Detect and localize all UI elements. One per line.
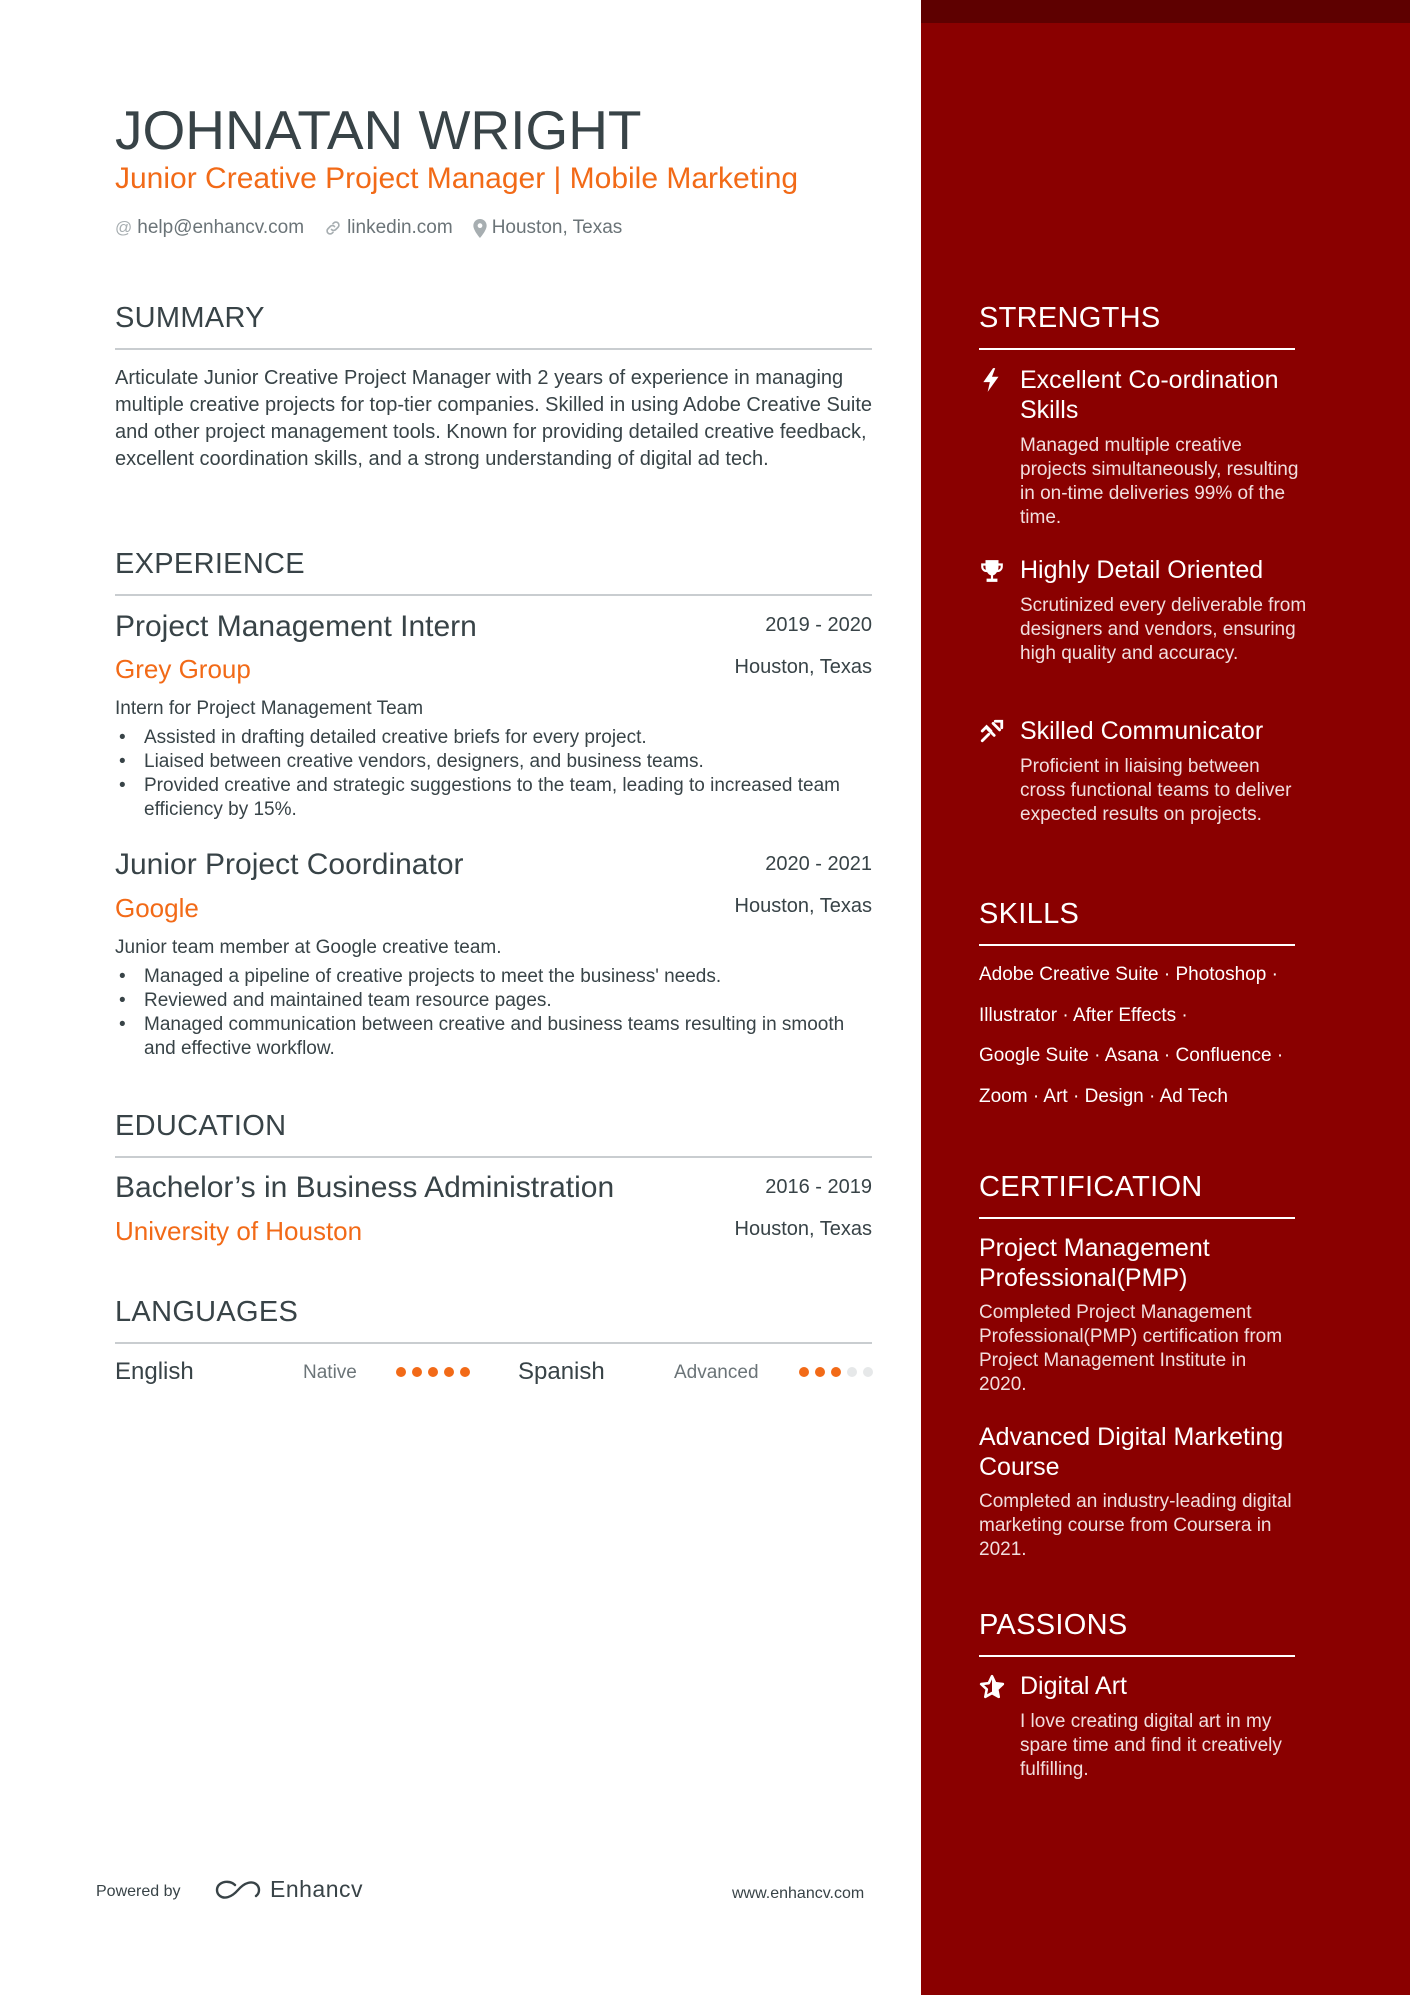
strength-desc: Proficient in liaising between cross functional teams to deliver expected results on projects. (1020, 756, 1292, 825)
handshake-icon (979, 718, 1005, 744)
rating-dot-filled (815, 1367, 825, 1377)
skill-item: Illustrator (979, 1004, 1058, 1026)
passion-title: Digital Art (1020, 1672, 1127, 1700)
language-rating (396, 1367, 470, 1377)
job-company: Grey Group (115, 654, 251, 684)
contact-row (115, 217, 622, 239)
candidate-name: JOHNATAN WRIGHT (115, 99, 642, 161)
rating-dot-filled (831, 1367, 841, 1377)
summary-text: Articulate Junior Creative Project Manager with 2 years of experience in managing multiple creative projects for top-tier companies. Skilled in using Adobe Creative Suite and other project management tools. Known for providing detailed creative feedback, excellent coordination skills, and a strong understanding of digital ad tech. (115, 367, 873, 470)
job-company: Google (115, 893, 199, 923)
footer-powered-by: Powered by (96, 1883, 181, 1900)
linkedin-text: linkedin.com (347, 217, 453, 238)
language-rating (799, 1367, 873, 1377)
certification-title: CERTIFICATION (979, 1171, 1203, 1203)
skill-item: Asana (1104, 1045, 1159, 1066)
passion-desc: I love creating digital art in my spare time and find it creatively fulfilling. (1020, 1711, 1282, 1780)
strengths-title: STRENGTHS (979, 302, 1161, 334)
location-text: Houston, Texas (491, 217, 623, 238)
email-text: help@enhancv.com (137, 217, 305, 238)
strengths-divider (979, 348, 1295, 350)
footer-url[interactable]: www.enhancv.com (732, 1885, 865, 1902)
star-icon (979, 1674, 1005, 1700)
certification-desc: Completed an industry-leading digital marketing course from Coursera in 2021. (979, 1491, 1292, 1560)
language-name: English (115, 1358, 194, 1385)
job-bullet: • Liaised between creative vendors, designers, and business teams. (115, 750, 875, 774)
certification-desc: Completed Project Management Professional(PMP) certification from Project Management Institute in 2020. (979, 1302, 1283, 1395)
rating-dot-empty (847, 1367, 857, 1377)
job-dates: 2020 - 2021 (765, 853, 872, 875)
job-bullet: • Provided creative and strategic suggestions to the team, leading to increased team efficiency by 15%. (115, 774, 875, 822)
certification-divider (979, 1217, 1295, 1219)
rating-dot-empty (863, 1367, 873, 1377)
rating-dot-filled (412, 1367, 422, 1377)
skill-item: Design (1084, 1085, 1144, 1107)
rating-dot-filled (460, 1367, 470, 1377)
skill-item: After Effects (1072, 1004, 1177, 1026)
strength-desc: Scrutinized every deliverable from designers and vendors, ensuring high quality and accuracy. (1020, 595, 1307, 664)
job-bullet: • Managed communication between creative and business teams resulting in smooth and effective workflow. (115, 1013, 875, 1061)
skills-title: SKILLS (979, 898, 1080, 930)
languages-divider (115, 1342, 872, 1344)
skill-item: Ad Tech (1159, 1085, 1228, 1107)
passions-title: PASSIONS (979, 1609, 1128, 1641)
education-location: Houston, Texas (734, 1218, 872, 1240)
job-description: Junior team member at Google creative team. (115, 937, 502, 958)
experience-divider (115, 594, 872, 596)
strength-title: Skilled Communicator (1020, 717, 1264, 745)
lightning-icon (979, 367, 1005, 393)
contact-linkedin[interactable] (324, 217, 453, 239)
skills-list: Adobe Creative Suite · Photoshop · Illustrator · After Effects · Google Suite · Asana · Confluence · Zoom · Art · Design · Ad Tech (979, 964, 1284, 1107)
job-bullet: • Assisted in drafting detailed creative briefs for every project. (115, 726, 875, 750)
link-icon (324, 219, 342, 237)
certification-name: Advanced Digital Marketing Course (979, 1423, 1284, 1481)
enhancv-logo-icon (214, 1878, 262, 1902)
skill-item: Art (1043, 1085, 1068, 1107)
job-bullets (115, 726, 875, 822)
skill-item: Confluence (1175, 1045, 1272, 1066)
strength-title: Highly Detail Oriented (1020, 556, 1264, 584)
sidebar-top-band (921, 0, 1410, 23)
location-pin-icon (473, 219, 487, 238)
language-name: Spanish (518, 1358, 605, 1385)
footer-brand-name: Enhancv (270, 1876, 364, 1902)
trophy-icon (979, 558, 1005, 584)
job-location: Houston, Texas (734, 895, 872, 917)
at-icon: @ (115, 218, 133, 237)
education-degree: Bachelor’s in Business Administration (115, 1171, 615, 1204)
footer-brand[interactable] (214, 1876, 363, 1903)
education-divider (115, 1156, 872, 1158)
education-school: University of Houston (115, 1216, 363, 1246)
candidate-role: Junior Creative Project Manager | Mobile Marketing (115, 162, 799, 195)
language-level: Advanced (674, 1362, 759, 1383)
passions-divider (979, 1655, 1295, 1657)
skills-divider (979, 944, 1295, 946)
language-level: Native (303, 1362, 357, 1383)
skill-item: Adobe Creative Suite (979, 964, 1159, 985)
education-dates: 2016 - 2019 (765, 1176, 872, 1198)
certification-name: Project Management Professional(PMP) (979, 1234, 1210, 1292)
skill-item: Google Suite (979, 1045, 1089, 1066)
job-title: Junior Project Coordinator (115, 848, 464, 881)
rating-dot-filled (444, 1367, 454, 1377)
skill-item: Photoshop (1175, 964, 1267, 985)
education-title: EDUCATION (115, 1110, 287, 1142)
job-title: Project Management Intern (115, 610, 477, 643)
languages-title: LANGUAGES (115, 1296, 299, 1328)
skill-item: Zoom (979, 1085, 1028, 1107)
rating-dot-filled (396, 1367, 406, 1377)
contact-location (473, 217, 623, 239)
strength-desc: Managed multiple creative projects simultaneously, resulting in on-time deliveries 99% of the time. (1020, 435, 1299, 528)
rating-dot-filled (799, 1367, 809, 1377)
summary-divider (115, 348, 872, 350)
rating-dot-filled (428, 1367, 438, 1377)
strength-title: Excellent Co-ordination Skills (1020, 366, 1279, 424)
job-dates: 2019 - 2020 (765, 614, 872, 636)
summary-title: SUMMARY (115, 302, 265, 334)
experience-title: EXPERIENCE (115, 548, 305, 580)
job-bullet: • Reviewed and maintained team resource pages. (115, 989, 875, 1013)
job-location: Houston, Texas (734, 656, 872, 678)
job-bullets (115, 965, 875, 1061)
job-bullet: • Managed a pipeline of creative projects to meet the business' needs. (115, 965, 875, 989)
contact-email[interactable] (115, 217, 304, 239)
job-description: Intern for Project Management Team (115, 698, 424, 719)
